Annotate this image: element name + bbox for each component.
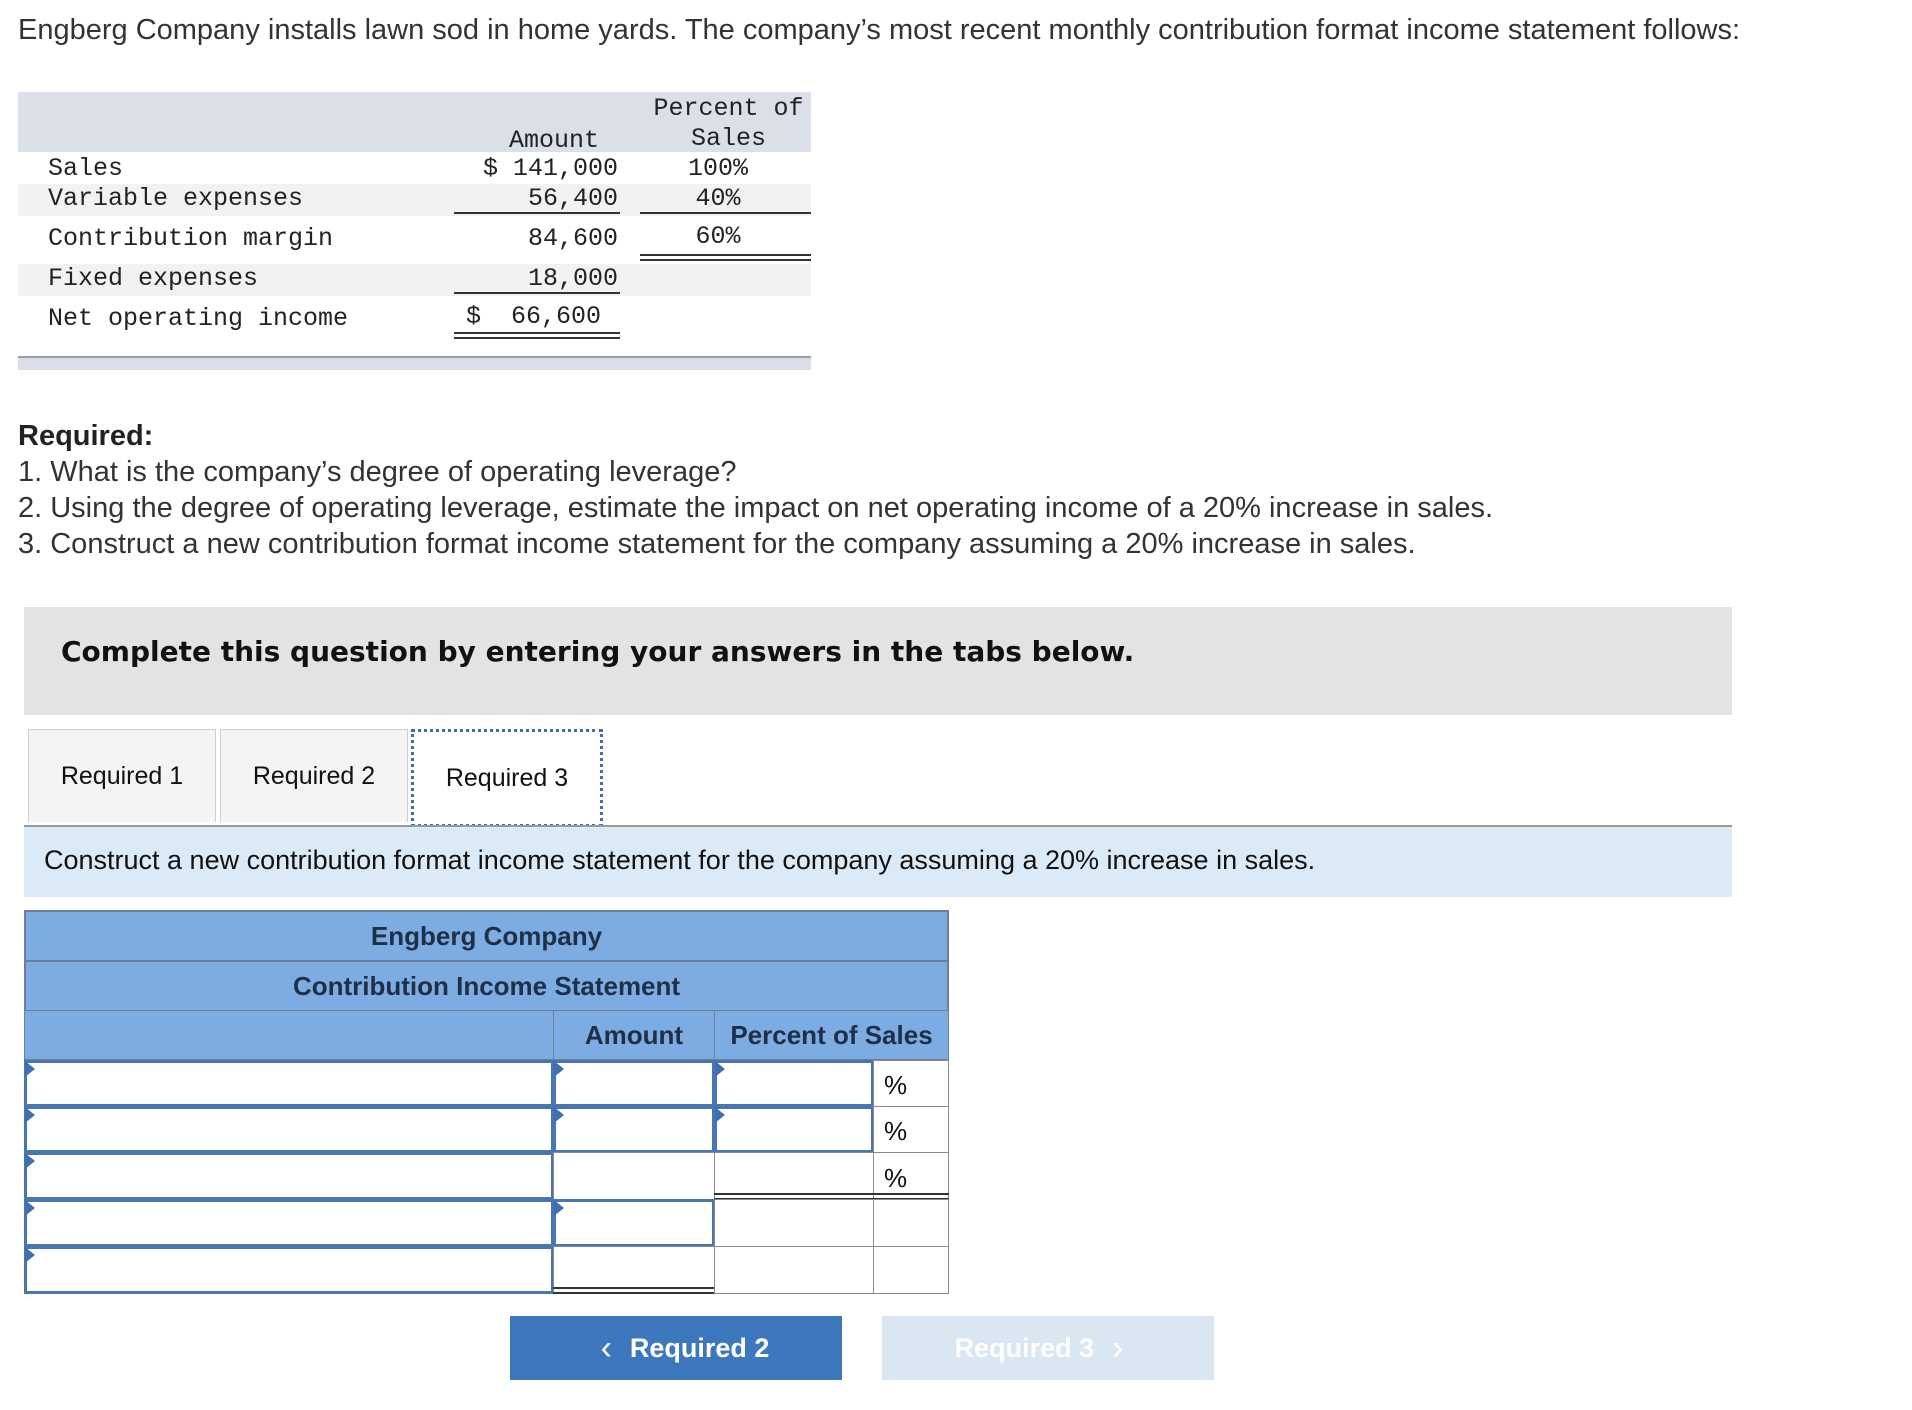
required-item-3: 3. Construct a new contribution format income statement for the company assuming a 20% increase in sales. — [18, 528, 1416, 560]
col-percent-header-2: Sales — [690, 124, 766, 153]
row2-percent-input[interactable] — [714, 1106, 874, 1153]
row-percent-sales: 100% — [687, 154, 748, 183]
row3-label-input[interactable] — [24, 1152, 554, 1200]
prev-required-2-button[interactable] — [510, 1316, 842, 1380]
required-item-2: 2. Using the degree of operating leverage, estimate the impact on net operating income of a 20% increase in sales. — [18, 492, 1494, 524]
row-percent-variable-expenses: 40% — [695, 184, 741, 213]
answer-amount-col-header: Amount — [553, 1010, 715, 1060]
row2-amount-field[interactable] — [556, 1109, 712, 1150]
underline — [454, 212, 620, 214]
row-label-sales: Sales — [48, 154, 124, 183]
row-amount-fixed-expenses: 18,000 — [527, 264, 618, 293]
row-label-variable-expenses: Variable expenses — [48, 184, 304, 213]
tab-instruction-bar — [24, 827, 1732, 897]
answer-percent-col-header: Percent of Sales — [714, 1010, 949, 1060]
chevron-right-icon: › — [1112, 1328, 1124, 1367]
row1-label-field[interactable] — [27, 1063, 551, 1104]
row1-percent-input[interactable] — [714, 1060, 874, 1107]
required-section — [18, 418, 1493, 562]
row3-label-field[interactable] — [27, 1155, 551, 1197]
col-percent-header-1: Percent of — [653, 94, 804, 123]
row3-amount-cell — [553, 1152, 715, 1200]
row2-amount-input[interactable] — [553, 1106, 715, 1153]
chevron-left-icon: ‹ — [600, 1328, 612, 1367]
problem-intro: Engberg Company installs lawn sod in home yards. The company’s most recent monthly contribution format income statement follows: — [18, 14, 1741, 46]
tab-required-3[interactable]: Required 3 — [411, 729, 603, 827]
row4-label-input[interactable] — [24, 1199, 554, 1247]
row-label-net-operating-income: Net operating income — [48, 304, 349, 333]
row-amount-contribution-margin: 84,600 — [527, 224, 618, 253]
next-button-label: Required 3 — [954, 1332, 1095, 1363]
row1-percent-sign: % — [884, 1070, 908, 1100]
tab-required-1[interactable]: Required 1 — [28, 729, 216, 822]
answer-company-name: Engberg Company — [24, 910, 949, 962]
row2-label-input[interactable] — [24, 1106, 554, 1153]
row2-percent-field[interactable] — [717, 1109, 871, 1150]
underline — [454, 292, 620, 294]
answer-label-col-header — [24, 1010, 554, 1060]
row-percent-contribution-margin: 60% — [695, 222, 741, 251]
row1-amount-field[interactable] — [556, 1063, 712, 1104]
row5-label-input[interactable] — [24, 1246, 554, 1294]
row4-amount-field[interactable] — [556, 1202, 712, 1244]
row4-amount-input[interactable] — [553, 1199, 715, 1247]
tab-instruction-text: Construct a new contribution format income statement for the company assuming a 20% increase in sales. — [44, 845, 1316, 875]
row4-percent-cell — [714, 1199, 874, 1247]
row-amount-sales: $ 141,000 — [482, 154, 618, 183]
row-label-contribution-margin: Contribution margin — [48, 224, 334, 253]
row2-percent-sign: % — [884, 1116, 908, 1146]
row1-percent-field[interactable] — [717, 1063, 871, 1104]
row1-amount-input[interactable] — [553, 1060, 715, 1107]
instructions-banner — [24, 607, 1732, 715]
double-underline — [454, 332, 620, 339]
statement-footer-bar — [18, 356, 811, 370]
row4-percent-sign-cell — [873, 1199, 949, 1247]
answer-statement-title: Contribution Income Statement — [24, 960, 949, 1012]
row-amount-variable-expenses: 56,400 — [527, 184, 618, 213]
banner-text: Complete this question by entering your answers in the tabs below. — [61, 635, 1135, 668]
row5-label-field[interactable] — [27, 1249, 551, 1291]
next-required-3-button — [882, 1316, 1214, 1380]
required-heading: Required: — [18, 420, 154, 452]
underline — [640, 212, 811, 214]
row5-amount-double-underline — [553, 1287, 715, 1294]
row5-percent-cell — [714, 1246, 874, 1294]
double-underline — [640, 254, 811, 261]
row5-percent-sign-cell — [873, 1246, 949, 1294]
col-amount-header: Amount — [508, 126, 599, 155]
row-amount-net-operating-income: $ 66,600 — [466, 302, 602, 331]
row3-percent-sign: % — [884, 1163, 908, 1193]
required-item-1: 1. What is the company’s degree of operating leverage? — [18, 456, 737, 488]
row1-label-input[interactable] — [24, 1060, 554, 1107]
original-income-statement — [18, 92, 811, 372]
row2-label-field[interactable] — [27, 1109, 551, 1150]
row4-label-field[interactable] — [27, 1202, 551, 1244]
tab-required-2[interactable]: Required 2 — [220, 729, 408, 822]
prev-button-label: Required 2 — [629, 1332, 770, 1363]
row-label-fixed-expenses: Fixed expenses — [48, 264, 259, 293]
